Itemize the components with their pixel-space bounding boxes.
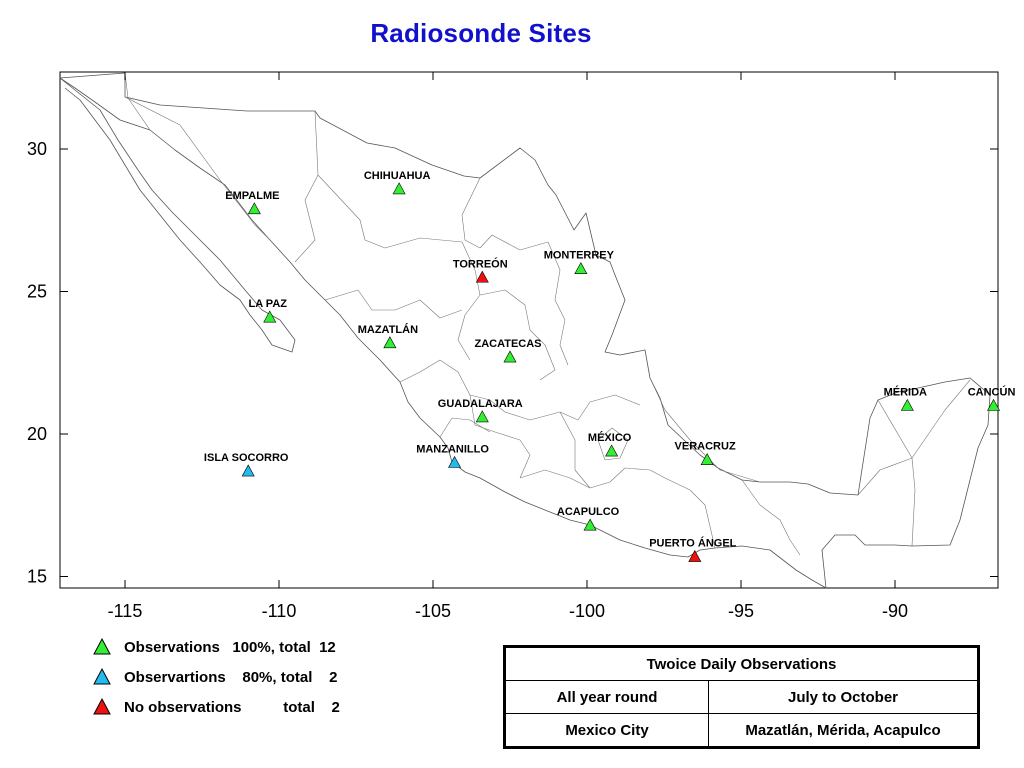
legend-item-partial bbox=[92, 662, 340, 692]
site-label: CANCÚN bbox=[967, 386, 1016, 399]
site-marker-icon bbox=[476, 271, 488, 282]
table-title-row bbox=[505, 647, 979, 681]
green-triangle-icon bbox=[92, 637, 112, 657]
observations-table bbox=[503, 645, 980, 749]
legend-item-full bbox=[92, 632, 340, 662]
site-label: MONTERREY bbox=[543, 249, 614, 262]
baja-outline bbox=[60, 78, 295, 352]
site-label: PUERTO ÁNGEL bbox=[649, 537, 737, 550]
site-marker-icon bbox=[248, 203, 260, 214]
radiosonde-sites bbox=[204, 170, 1016, 562]
site-label: GUADALAJARA bbox=[437, 397, 523, 410]
red-triangle-icon bbox=[92, 697, 112, 717]
table-header-july-october: July to October bbox=[709, 681, 979, 714]
x-tick-label: -105 bbox=[414, 601, 452, 621]
site-label: VERACRUZ bbox=[674, 440, 736, 453]
site-marker-icon bbox=[242, 465, 254, 476]
site-marker-icon bbox=[584, 519, 596, 530]
legend bbox=[92, 632, 340, 722]
site-marker-icon bbox=[701, 454, 713, 465]
site-label: MÉRIDA bbox=[883, 386, 928, 399]
x-tick-label: -110 bbox=[261, 601, 297, 621]
table-header-row bbox=[505, 681, 979, 714]
site-marker-icon bbox=[606, 445, 618, 456]
table-header-year-round: All year round bbox=[505, 681, 709, 714]
y-tick-label: 15 bbox=[26, 566, 47, 587]
site-label: MAZATLÁN bbox=[357, 323, 419, 336]
map-frame bbox=[60, 72, 998, 588]
site-label: MANZANILLO bbox=[416, 443, 489, 456]
y-tick-label: 30 bbox=[26, 139, 47, 159]
x-tick-label: -100 bbox=[568, 601, 606, 621]
legend-label: No observations total 2 bbox=[124, 698, 340, 716]
table-row bbox=[505, 714, 979, 748]
site-label: ZACATECAS bbox=[474, 338, 542, 351]
blue-triangle-icon bbox=[92, 667, 112, 687]
site-marker-icon bbox=[901, 400, 913, 411]
y-tick-label: 20 bbox=[26, 424, 47, 444]
site-marker-icon bbox=[689, 551, 701, 562]
y-tick-label: 25 bbox=[26, 281, 47, 302]
table-title: Twoice Daily Observations bbox=[505, 647, 979, 681]
table-cell: Mexico City bbox=[505, 714, 709, 748]
legend-item-none bbox=[92, 692, 340, 722]
legend-label: Observations 100%, total 12 bbox=[124, 638, 336, 656]
site-marker-icon bbox=[449, 457, 461, 468]
x-tick-label: -95 bbox=[727, 601, 755, 621]
site-marker-icon bbox=[393, 183, 405, 194]
site-label: ISLA SOCORRO bbox=[203, 452, 289, 465]
site-label: MÉXICO bbox=[587, 432, 632, 445]
x-tick-label: -115 bbox=[107, 601, 143, 621]
site-label: ACAPULCO bbox=[556, 506, 620, 519]
site-marker-icon bbox=[504, 351, 516, 362]
site-marker-icon bbox=[384, 337, 396, 348]
legend-label: Observartions 80%, total 2 bbox=[124, 668, 338, 686]
site-label: TORREÓN bbox=[452, 258, 508, 271]
site-marker-icon bbox=[476, 411, 488, 422]
site-label: LA PAZ bbox=[248, 298, 288, 311]
state-boundaries bbox=[125, 73, 970, 555]
map-title: Radiosonde Sites bbox=[370, 18, 592, 48]
site-label: CHIHUAHUA bbox=[363, 169, 431, 182]
mexico-outline bbox=[60, 73, 990, 588]
site-marker-icon bbox=[575, 263, 587, 274]
x-tick-label: -90 bbox=[881, 601, 909, 621]
table-cell: Mazatlán, Mérida, Acapulco bbox=[709, 714, 979, 748]
site-label: EMPALME bbox=[225, 189, 280, 202]
